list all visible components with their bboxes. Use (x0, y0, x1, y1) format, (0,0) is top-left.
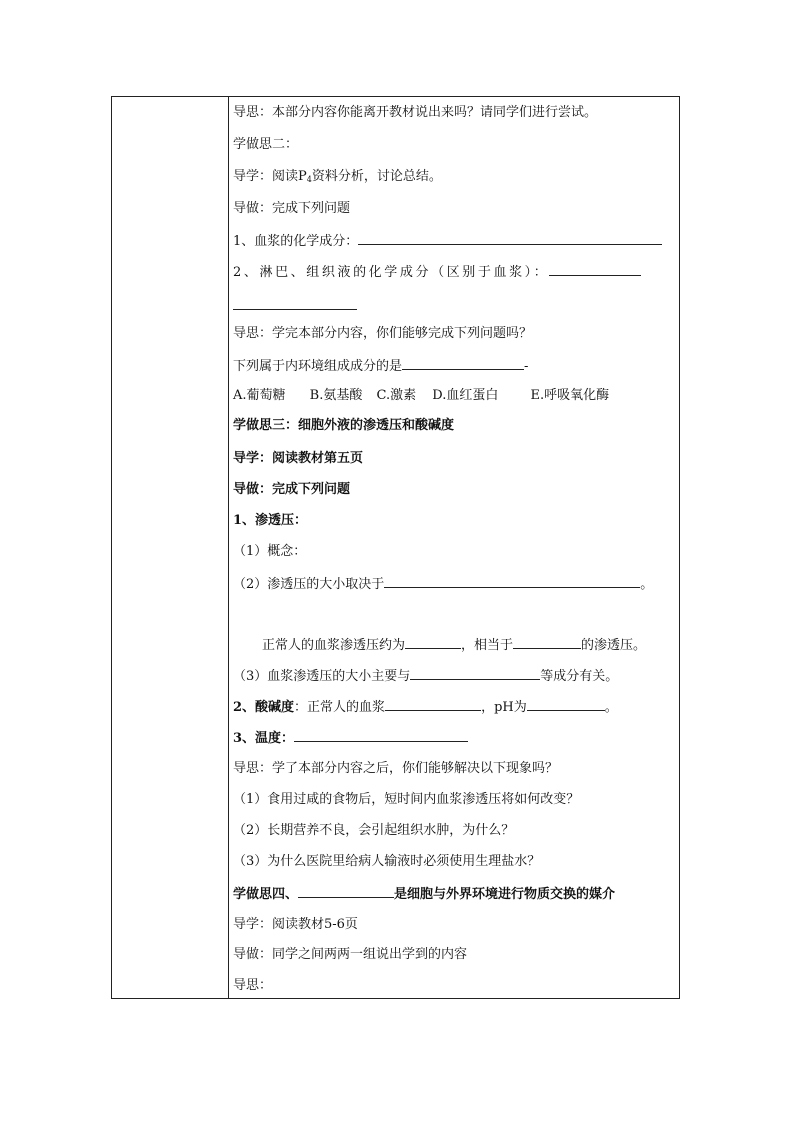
blank-lymph-2[interactable] (233, 297, 357, 310)
line-guide-think-2: 导思：学完本部分内容，你们能够完成下列问题吗？ (233, 326, 533, 341)
line-acidity: 2、酸碱度：正常人的血浆 ，pH为 。 (233, 700, 618, 715)
line-lymph-composition: 2、淋巴、组织液的化学成分（区别于血浆）： (233, 263, 641, 281)
line-phenomenon-2: （2）长期营养不良，会引起组织水肿，为什么？ (233, 823, 515, 838)
line-guide-do-3: 导做：完成下列问题 (233, 482, 351, 497)
line-question: 下列属于内环境组成成分的是 - (233, 359, 529, 374)
option-e: E.呼吸氧化酶 (530, 388, 610, 403)
column-divider (228, 97, 229, 998)
line-options (233, 388, 609, 404)
line-phenomenon-1: （1）食用过咸的食物后，短时间内血浆渗透压将如何改变？ (233, 792, 580, 807)
line-guide-think-3: 导思：学了本部分内容之后，你们能够解决以下现象吗？ (233, 761, 559, 776)
blank-answer[interactable] (402, 357, 524, 370)
line-guide-think-4: 导思： (233, 978, 273, 993)
line-guide-do-2: 导做：完成下列问题 (233, 201, 351, 216)
line-plasma-composition: 1、血浆的化学成分： (233, 232, 662, 250)
line-lymph-continued (233, 297, 357, 315)
line-osmotic-depends: （2）渗透压的大小取决于 。 (233, 577, 654, 592)
option-a: A.葡萄糖 (233, 388, 286, 403)
blank-plasma[interactable] (358, 232, 662, 245)
blank-acidity[interactable] (385, 698, 481, 711)
blank-ph[interactable] (527, 698, 605, 711)
blank-factors[interactable] (410, 667, 540, 680)
line-osmotic-factors: （3）血浆渗透压的大小主要与 等成分有关。 (233, 669, 619, 684)
line-guide-study-4: 导学：阅读教材5-6页 (233, 917, 358, 932)
line-section-3-title: 学做思三：细胞外液的渗透压和酸碱度 (233, 418, 455, 433)
line-section-2-title: 学做思二： (233, 137, 299, 152)
line-guide-study-2: 导学：阅读$P_4$资料分析，讨论总结。 (233, 169, 442, 184)
blank-equivalent[interactable] (513, 636, 581, 649)
blank-depends[interactable] (384, 575, 640, 588)
blank-medium[interactable] (298, 885, 394, 898)
blank-lymph-1[interactable] (549, 263, 641, 276)
option-c: C.激素 (376, 388, 417, 403)
line-normal-osmotic: 正常人的血浆渗透压约为 ，相当于 的渗透压。 (262, 638, 647, 653)
line-guide-do-4: 导做：同学之间两两一组说出学到的内容 (233, 947, 468, 962)
line-guide-think-1: 导思：本部分内容你能离开教材说出来吗？请同学们进行尝试。 (233, 105, 598, 120)
line-section-4-title: 学做思四、 是细胞与外界环境进行物质交换的媒介 (233, 887, 616, 902)
line-phenomenon-3: （3）为什么医院里给病人输液时必须使用生理盐水？ (233, 854, 541, 869)
line-osmotic-heading: 1、渗透压： (233, 513, 308, 528)
option-d: D.血红蛋白 (432, 388, 499, 403)
line-concept: （1）概念： (233, 544, 307, 559)
line-temperature: 3、温度： (233, 729, 468, 747)
blank-temperature[interactable] (294, 729, 468, 742)
blank-osmotic-value[interactable] (405, 636, 461, 649)
option-b: B.氨基酸 (309, 388, 363, 403)
line-guide-study-3: 导学：阅读教材第五页 (233, 451, 364, 466)
